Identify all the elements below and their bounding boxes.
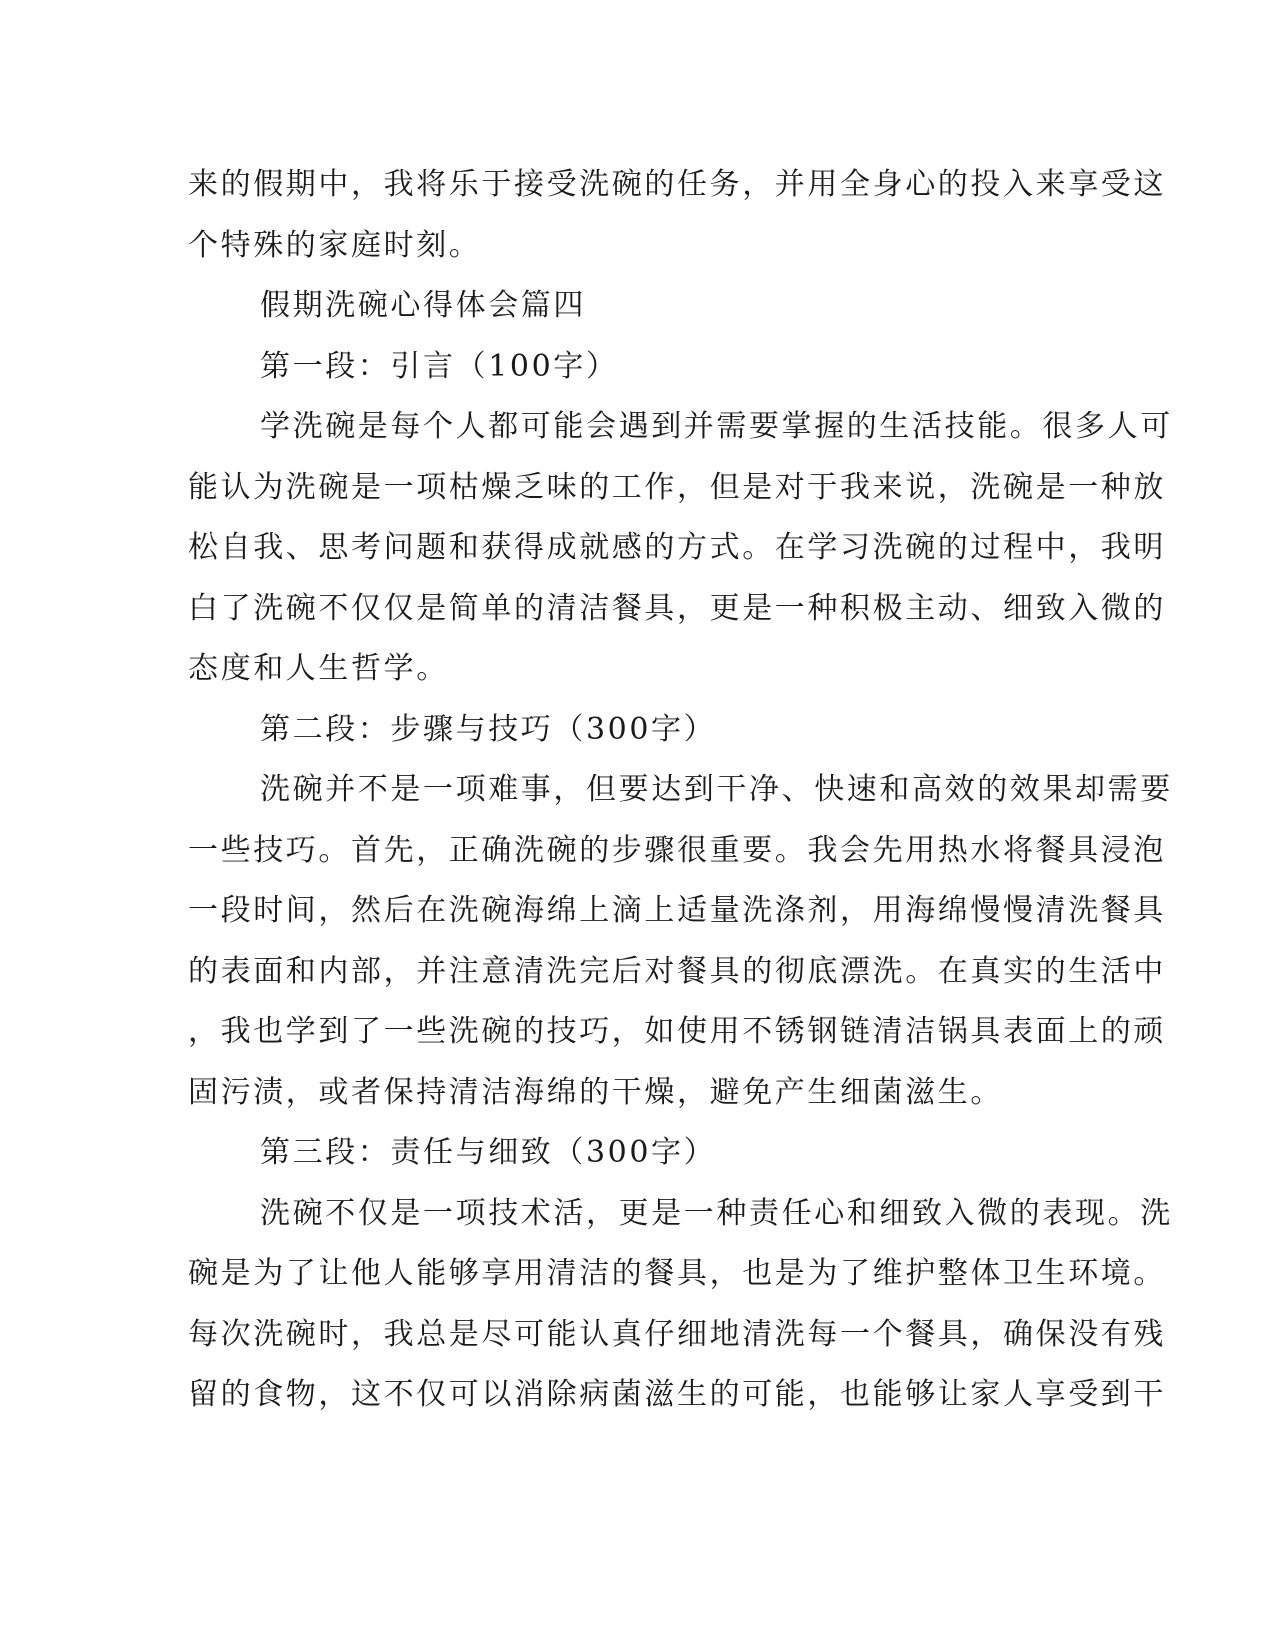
section-heading-2 — [188, 700, 1088, 761]
section-heading-3 — [188, 1123, 1088, 1184]
text-line: ，我也学到了一些洗碗的技巧，如使用不锈钢链清洁锅具表面上的顽 — [188, 1014, 1166, 1049]
section-body-3 — [188, 1184, 1173, 1426]
article-title — [188, 276, 1088, 337]
text-line: 个特殊的家庭时刻。 — [188, 227, 482, 263]
text-line: 假期洗碗心得体会篇四 — [260, 288, 586, 323]
text-line: 洗碗不仅是一项技术活，更是一种责任心和细致入微的表现。洗 — [260, 1195, 1173, 1231]
text-line: 能认为洗碗是一项枯燥乏味的工作，但是对于我来说，洗碗是一种放 — [188, 469, 1166, 505]
text-line: 学洗碗是每个人都可能会遇到并需要掌握的生活技能。很多人可 — [260, 409, 1173, 444]
text-line: 一些技巧。首先，正确洗碗的步骤很重要。我会先用热水将餐具浸泡 — [188, 832, 1166, 868]
text-line: 松自我、思考问题和获得成就感的方式。在学习洗碗的过程中，我明 — [188, 530, 1166, 565]
text-line: 留的食物，这不仅可以消除病菌滋生的可能，也能够让家人享受到干 — [188, 1377, 1166, 1412]
section-body-2 — [188, 760, 1173, 1123]
text-line: 的表面和内部，并注意清洗完后对餐具的彻底漂洗。在真实的生活中 — [188, 953, 1166, 989]
text-line: 一段时间，然后在洗碗海绵上滴上适量洗涤剂，用海绵慢慢清洗餐具 — [188, 893, 1166, 928]
text-line: 固污渍，或者保持清洁海绵的干燥，避免产生细菌滋生。 — [188, 1074, 1003, 1110]
text-line: 第一段：引言（100字） — [260, 348, 619, 384]
text-line: 来的假期中，我将乐于接受洗碗的任务，并用全身心的投入来享受这 — [188, 167, 1166, 202]
text-line: 态度和人生哲学。 — [188, 651, 449, 686]
text-line: 碗是为了让他人能够享用清洁的餐具，也是为了维护整体卫生环境。 — [188, 1256, 1166, 1291]
section-body-1 — [188, 397, 1173, 700]
section-heading-1 — [188, 337, 1088, 398]
text-line: 第二段：步骤与技巧（300字） — [260, 711, 717, 747]
text-line: 白了洗碗不仅仅是简单的清洁餐具，更是一种积极主动、细致入微的 — [188, 590, 1166, 626]
text-line: 第三段：责任与细致（300字） — [260, 1135, 717, 1170]
text-line: 每次洗碗时，我总是尽可能认真仔细地清洗每一个餐具，确保没有残 — [188, 1316, 1166, 1352]
document-body — [188, 155, 1173, 1426]
paragraph-continuation — [188, 155, 1166, 276]
text-line: 洗碗并不是一项难事，但要达到干净、快速和高效的效果却需要 — [260, 772, 1173, 807]
